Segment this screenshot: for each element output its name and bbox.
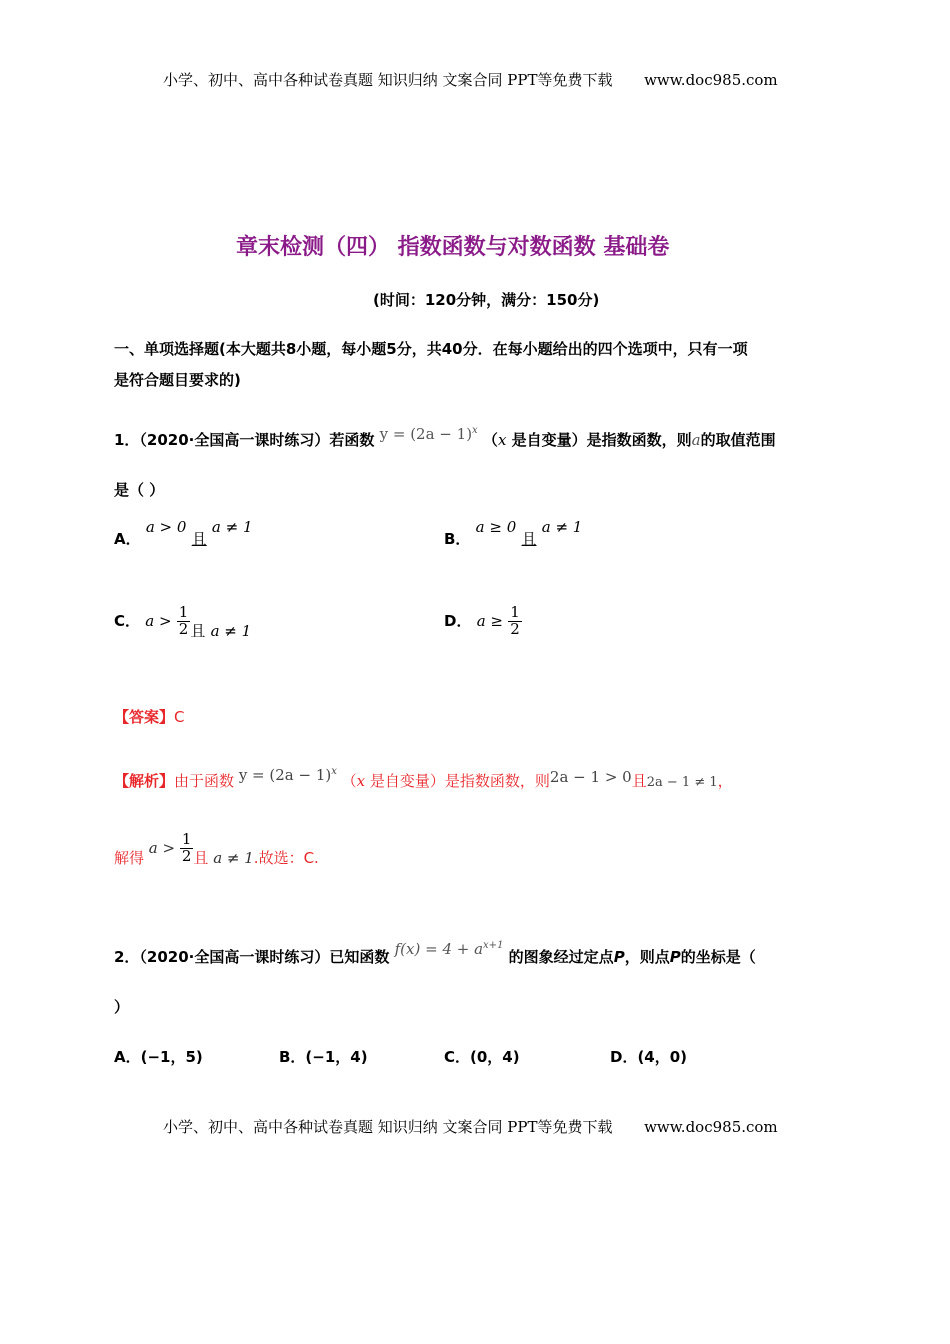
question-1-stem: [114, 425, 776, 450]
q1-middle: 是自变量）是指数函数，则: [506, 431, 692, 449]
q1-solution: 解得 a > $\frac{1}{2}$ 且 a ≠ 1.故选：C.: [114, 830, 319, 867]
section-heading-line2: 是符合题目要求的): [114, 371, 241, 389]
page-header: [163, 69, 778, 90]
question-1-stem-line2: 是（ ）: [114, 481, 165, 499]
q2-option-a[interactable]: A．(−1，5): [114, 1048, 203, 1066]
document-subtitle: (时间：120分钟，满分：150分): [373, 291, 600, 309]
q1-prefix: 1．（2020·全国高一课时练习）若函数: [114, 431, 375, 449]
q1-formula: $y = (2a - 1)^x$: [379, 425, 478, 443]
q1-d-fraction: $\frac{1}{2}$: [510, 603, 520, 638]
analysis-tag: 【解析】: [114, 772, 175, 790]
q1-answer: [114, 706, 185, 727]
header-url[interactable]: www.doc985.com: [644, 71, 778, 89]
q1-var-a: a: [691, 431, 701, 449]
section-heading-line1: 一、单项选择题(本大题共8小题，每小题5分，共40分．在每小题给出的四个选项中，只有一项: [114, 340, 748, 358]
q1-option-c[interactable]: C． a > $\frac{1}{2}$ 且 a ≠ 1: [114, 603, 252, 640]
header-text: 小学、初中、高中各种试卷真题 知识归纳 文案合同 PPT等免费下载: [163, 71, 613, 89]
page-footer: [163, 1116, 778, 1137]
question-2-stem: 2．（2020·全国高一课时练习）已知函数 $f(x) = 4 + a^{x+1}$ 的图象经过定点P，则点P的坐标是（: [114, 940, 756, 966]
q1-paren-open: （: [482, 431, 498, 449]
q2-option-c[interactable]: C．(0，4): [444, 1048, 520, 1066]
q1-option-a[interactable]: A． a > 0 且 a ≠ 1: [114, 518, 253, 548]
answer-value: C: [174, 708, 185, 726]
analysis-formula: $y = (2a - 1)^x$: [238, 766, 337, 784]
question-2-stem-line2: ）: [114, 998, 130, 1016]
document-title: 章末检测（四） 指数函数与对数函数 基础卷: [236, 235, 670, 260]
q1-analysis: 【解析】由于函数 $y = (2a - 1)^x$ （x 是自变量）是指数函数，则2a − 1 > 0且2a − 1 ≠ 1，: [114, 766, 733, 790]
q2-option-b[interactable]: B．(−1，4): [279, 1048, 368, 1066]
q1-option-d[interactable]: D． a ≥ $\frac{1}{2}$: [444, 603, 520, 638]
q1-option-b[interactable]: B． a ≥ 0 且 a ≠ 1: [444, 518, 583, 548]
q1-c-fraction: $\frac{1}{2}$: [178, 603, 189, 638]
q2-formula: $f(x) = 4 + a^{x+1}$: [394, 940, 504, 958]
q2-option-d[interactable]: D．(4，0): [610, 1048, 688, 1066]
footer-url[interactable]: www.doc985.com: [644, 1118, 778, 1136]
solution-fraction: $\frac{1}{2}$: [181, 830, 192, 865]
footer-text: 小学、初中、高中各种试卷真题 知识归纳 文案合同 PPT等免费下载: [163, 1118, 613, 1136]
answer-tag: 【答案】: [114, 708, 175, 726]
q1-var-x: x: [497, 431, 507, 449]
q1-suffix: 的取值范围: [700, 431, 776, 449]
